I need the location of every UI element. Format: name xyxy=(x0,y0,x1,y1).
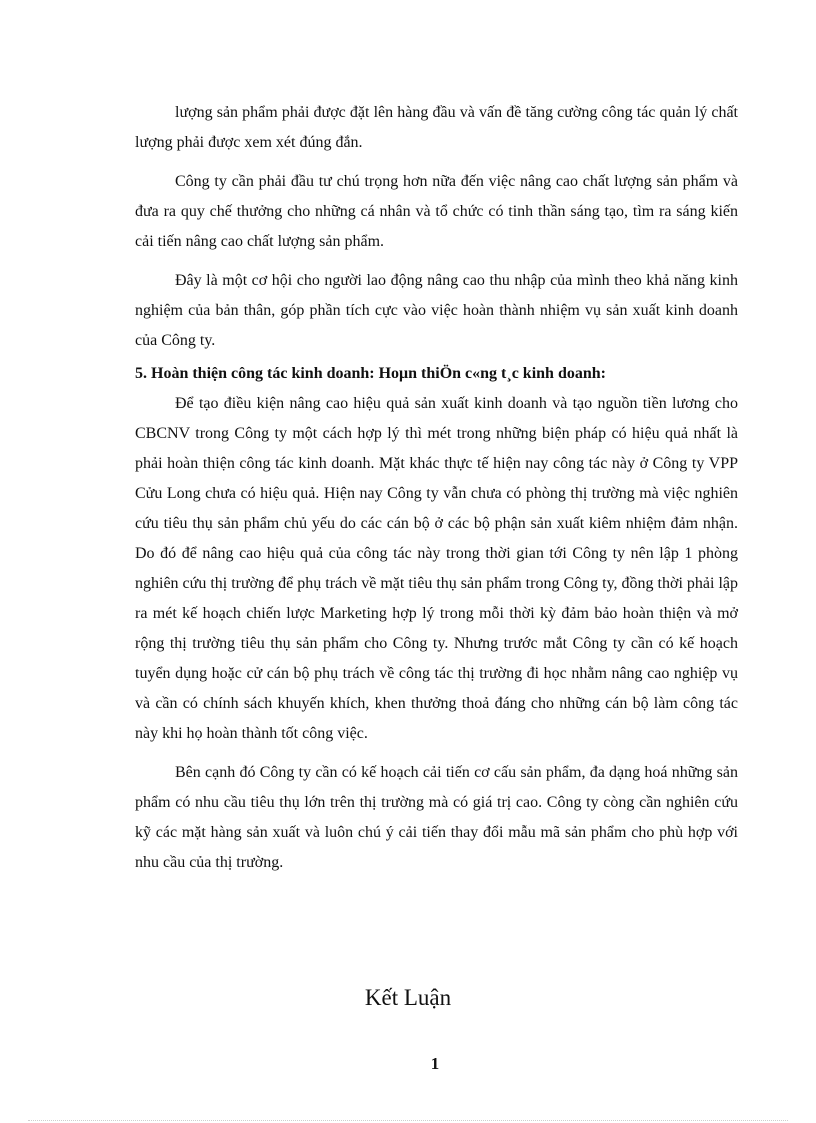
section-heading: 5. Hoàn thiện công tác kinh doanh: Hoμn thiÖn c«ng t¸c kinh doanh: xyxy=(135,365,606,382)
paragraph: Bên cạnh đó Công ty cần có kế hoạch cải tiến cơ cấu sản phẩm, đa dạng hoá những sản phẩm có nhu cầu tiêu thụ lớn trên thị trường mà có giá trị cao. Công ty còng cần nghiên cứu kỹ các mặt hàng sản xuất và luôn chú ý cải tiến thay đổi mẫu mã sản phẩm cho phù hợp với nhu cầu của thị trường. xyxy=(135,764,738,871)
paragraph: Đây là một cơ hội cho người lao động nâng cao thu nhập của mình theo khả năng kinh nghiệm của bản thân, góp phần tích cực vào việc hoàn thành nhiệm vụ sản xuất kinh doanh của Công ty. xyxy=(135,272,738,349)
paragraph: Công ty cần phải đầu tư chú trọng hơn nữa đến việc nâng cao chất lượng sản phẩm và đưa ra quy chế thưởng cho những cá nhân và tổ chức có tinh thần sáng tạo, tìm ra sáng kiến cải tiến nâng cao chất lượng sản phẩm. xyxy=(135,173,738,250)
conclusion-title: Kết Luận xyxy=(364,985,452,1010)
page-number: 1 xyxy=(430,1054,440,1073)
document-body xyxy=(135,98,738,878)
paragraph: Để tạo điều kiện nâng cao hiệu quả sản xuất kinh doanh và tạo nguồn tiền lương cho CBCNV trong Công ty một cách hợp lý thì mét trong những biện pháp có hiệu quả nhất là phải hoàn thiện công tác kinh doanh. Mặt khác thực tế hiện nay công tác này ở Công ty VPP Cửu Long chưa có hiệu quả. Hiện nay Công ty vẫn chưa có phòng thị trường mà việc nghiên cứu tiêu thụ sản phẩm chủ yếu do các cán bộ ở các bộ phận sản xuất kiêm nhiệm đảm nhận. Do đó để nâng cao hiệu quả của công tác này trong thời gian tới Công ty nên lập 1 phòng nghiên cứu thị trường để phụ trách về mặt tiêu thụ sản phẩm trong Công ty, đồng thời phải lập ra mét kế hoạch chiến lược Marketing hợp lý trong mỗi thời kỳ đảm bảo hoàn thiện và mở rộng thị trường tiêu thụ sản phẩm cho Công ty. Nhưng trước mắt Công ty cần có kế hoạch tuyển dụng hoặc cử cán bộ phụ trách về công tác thị trường đi học nhằm nâng cao nghiệp vụ và cần có chính sách khuyến khích, khen thưởng thoả đáng cho những cán bộ làm công tác này khi họ hoàn thành tốt công việc. xyxy=(135,395,738,742)
paragraph: lượng sản phẩm phải được đặt lên hàng đầu và vấn đề tăng cường công tác quản lý chất lượng phải được xem xét đúng đắn. xyxy=(135,104,738,151)
page-divider xyxy=(28,1120,788,1121)
